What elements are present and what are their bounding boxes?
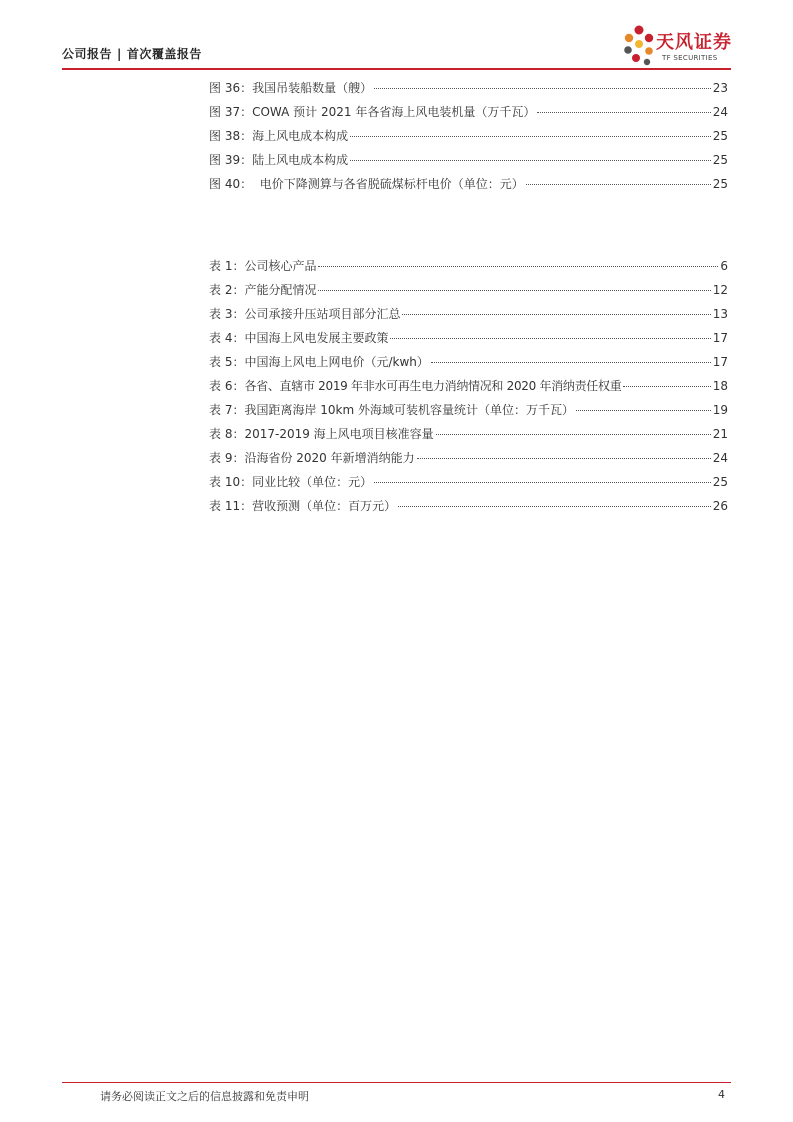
toc-entry-table-6[interactable] <box>209 374 728 398</box>
toc-title: 中国海上风电发展主要政策 <box>244 331 389 345</box>
toc-page-number: 12 <box>712 283 728 297</box>
toc-page-number: 24 <box>712 451 728 465</box>
dot-leader <box>318 266 718 267</box>
toc-page-number: 18 <box>712 379 728 393</box>
header-divider <box>62 68 731 70</box>
dot-leader <box>390 338 710 339</box>
toc-title: 海上风电成本构成 <box>252 129 349 143</box>
report-type: 公司报告 <box>62 47 113 61</box>
footer-page-number: 4 <box>718 1088 725 1101</box>
toc-label: 表 5： <box>209 355 245 369</box>
toc-title: 中国海上风电上网电价（元/kwh） <box>244 355 429 369</box>
toc-entry-table-4[interactable] <box>209 326 728 350</box>
toc-entry-figure-39[interactable] <box>209 148 728 172</box>
dot-leader <box>350 160 711 161</box>
toc-label: 表 10： <box>209 475 253 489</box>
toc-label: 表 6： <box>209 379 245 393</box>
toc-title: 我国吊装船数量（艘） <box>252 81 373 95</box>
dot-leader <box>576 410 711 411</box>
logo-name-cn: 天风证券 <box>656 32 732 53</box>
dot-leader <box>402 314 710 315</box>
toc-page-number: 25 <box>712 129 728 143</box>
toc-entry-figure-37[interactable] <box>209 100 728 124</box>
toc-entry-table-3[interactable] <box>209 302 728 326</box>
report-header <box>62 45 202 62</box>
toc-entry-figure-36[interactable] <box>209 76 728 100</box>
toc-page-number: 6 <box>720 259 728 273</box>
toc-entry-table-8[interactable] <box>209 422 728 446</box>
toc-page-number: 21 <box>712 427 728 441</box>
toc-title: 电价下降测算与各省脱硫煤标杆电价（单位：元） <box>252 177 524 191</box>
toc-label: 表 1： <box>209 259 245 273</box>
dot-leader <box>417 458 711 459</box>
toc-title: 同业比较（单位：元） <box>252 475 373 489</box>
dot-leader <box>526 184 711 185</box>
toc-entry-table-5[interactable] <box>209 350 728 374</box>
toc-entry-table-10[interactable] <box>209 470 728 494</box>
toc-title: 营收预测（单位：百万元） <box>252 499 397 513</box>
footer-disclaimer: 请务必阅读正文之后的信息披露和免责申明 <box>100 1090 309 1103</box>
toc-page-number: 25 <box>712 153 728 167</box>
toc-title: 2017-2019 海上风电项目核准容量 <box>244 427 434 441</box>
report-subtype: 首次覆盖报告 <box>126 47 202 61</box>
toc-entry-table-11[interactable] <box>209 494 728 518</box>
toc-page-number: 19 <box>712 403 728 417</box>
toc-entry-figure-40[interactable] <box>209 172 728 196</box>
dot-leader <box>350 136 711 137</box>
toc-page-number: 24 <box>712 105 728 119</box>
dot-leader <box>431 362 711 363</box>
toc-label: 表 9： <box>209 451 245 465</box>
company-logo <box>622 22 737 68</box>
toc-entry-table-7[interactable] <box>209 398 728 422</box>
toc-page-number: 25 <box>712 475 728 489</box>
toc-label: 表 7： <box>209 403 245 417</box>
figure-index <box>209 76 728 196</box>
toc-label: 图 36： <box>209 81 253 95</box>
toc-label: 表 8： <box>209 427 245 441</box>
toc-label: 图 39： <box>209 153 253 167</box>
table-index <box>209 254 728 518</box>
toc-title: COWA 预计 2021 年各省海上风电装机量（万千瓦） <box>252 105 536 119</box>
dot-leader <box>623 386 710 387</box>
toc-label: 图 37： <box>209 105 253 119</box>
toc-entry-table-2[interactable] <box>209 278 728 302</box>
flower-logo-icon <box>622 24 656 68</box>
toc-page-number: 17 <box>712 355 728 369</box>
toc-entry-figure-38[interactable] <box>209 124 728 148</box>
header-separator: | <box>117 47 122 61</box>
toc-entry-table-1[interactable] <box>209 254 728 278</box>
toc-label: 图 38： <box>209 129 253 143</box>
footer-divider <box>62 1082 731 1083</box>
dot-leader <box>436 434 711 435</box>
dot-leader <box>318 290 710 291</box>
toc-label: 表 4： <box>209 331 245 345</box>
toc-page-number: 23 <box>712 81 728 95</box>
logo-name-en: TF SECURITIES <box>662 54 718 62</box>
toc-label: 图 40： <box>209 177 253 191</box>
toc-label: 表 3： <box>209 307 245 321</box>
toc-title: 产能分配情况 <box>244 283 317 297</box>
toc-label: 表 2： <box>209 283 245 297</box>
toc-page-number: 26 <box>712 499 728 513</box>
dot-leader <box>537 112 710 113</box>
dot-leader <box>374 482 711 483</box>
toc-title: 公司核心产品 <box>244 259 317 273</box>
toc-entry-table-9[interactable] <box>209 446 728 470</box>
toc-title: 陆上风电成本构成 <box>252 153 349 167</box>
toc-page-number: 17 <box>712 331 728 345</box>
toc-title: 各省、直辖市 2019 年非水可再生电力消纳情况和 2020 年消纳责任权重 <box>244 379 622 393</box>
toc-page-number: 25 <box>712 177 728 191</box>
toc-title: 我国距离海岸 10km 外海域可装机容量统计（单位：万千瓦） <box>244 403 574 417</box>
toc-label: 表 11： <box>209 499 253 513</box>
toc-title: 公司承接升压站项目部分汇总 <box>244 307 401 321</box>
dot-leader <box>398 506 711 507</box>
dot-leader <box>374 88 711 89</box>
toc-title: 沿海省份 2020 年新增消纳能力 <box>244 451 415 465</box>
toc-page-number: 13 <box>712 307 728 321</box>
